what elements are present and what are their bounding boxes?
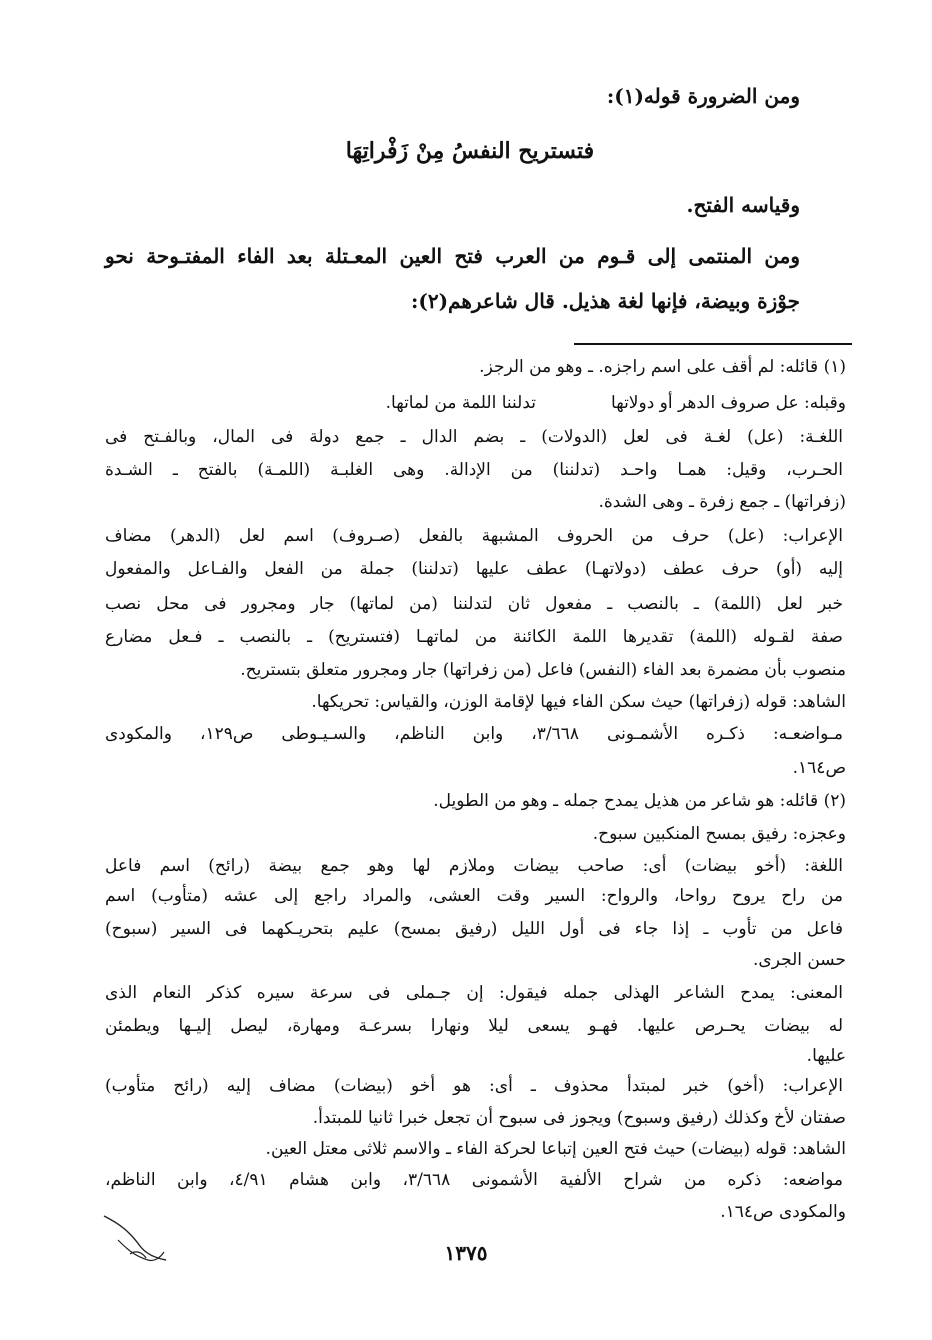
page-number: ١٣٧٥ (444, 1241, 488, 1265)
footnote-line: مـواضعـه: ذكـره الأشمـونى ٣/٦٦٨، وابن الناظم، والسـيـوطى ص١٢٩، والمكودى (105, 724, 843, 744)
footnote-line: إليه (أو) حرف عطف (دولاتهـا) عطف عليها (تدلننا) جملة من الفعل والفـاعل والمفعول (105, 559, 843, 579)
footnote-line: الإعراب: (عل) حرف من الحروف المشبهة بالفعل (صـروف) اسم لعل (الدهر) مضاف (105, 526, 843, 546)
footnote-line: (٢) قائله: هو شاعر من هذيل يمدح جمله ـ وهو من الطويل. (433, 791, 846, 811)
footnote-line: حسن الجرى. (753, 950, 846, 970)
footnote-line: اللغـة: (عل) لغـة فى لعل (الدولات) ـ بضم الدال ـ جمع دولة فى المال، وبالفـتح فى (105, 427, 843, 447)
footnote-line: منصوب بأن مضمرة بعد الفاء (النفس) فاعل (من زفراتها) جار ومجرور متعلق بتستريح. (240, 660, 846, 680)
footnote-line: فاعل من تأوب ـ إذا جاء فى أول الليل (رفيق بمسح) عليم بتحريـكهما فى السير (سبوح) (105, 919, 843, 939)
footnote-line: خبر لعل (اللمة) ـ بالنصب ـ مفعول ثان لتدلننا (من لماتها) جار ومجرور فى محل نصب (105, 594, 843, 614)
verse-line: فتستريح النفسُ مِنْ زَفْراتِهَا (345, 138, 595, 164)
footnote-line: مواضعه: ذكره من شراح الألفية الأشمونى ٣/٦٦٨، وابن هشام ٤/٩١، وابن الناظم، (105, 1170, 843, 1190)
footnote-line: وقبله: عل صروف الدهر أو دولاتها (611, 393, 846, 413)
footnote-line: الإعراب: (أخو) خبر لمبتدأ محذوف ـ أى: هو أخو (بيضات) مضاف إليه (رائح متأوب) (105, 1076, 843, 1096)
footnote-line: صفتان لأخ وكذلك (رفيق وسبوح) ويجوز فى سبوح أن تجعل خبرا ثانيا للمبتدأ. (312, 1108, 846, 1128)
footnote-line: الشاهد: قوله (بيضات) حيث فتح العين إتباعا لحركة الفاء ـ والاسم ثلاثى معتل العين. (265, 1139, 846, 1159)
footnote-line: وعجزه: رفيق بمسح المنكبين سبوح. (592, 824, 846, 844)
footnote-line: الشاهد: قوله (زفراتها) حيث سكن الفاء فيها لإقامة الوزن، والقياس: تحريكها. (311, 692, 846, 712)
footnote-line: تدلننا اللمة من لماتها. (385, 393, 536, 413)
text-line: ومن الضرورة قوله(١): (606, 84, 800, 108)
footnote-divider (574, 343, 852, 345)
footnote-line: صفة لقـوله (اللمة) تقديرها اللمة الكائنة من لماتهـا (فتستريح) ـ بالنصب ـ فـعل مضارع (105, 627, 843, 647)
footnote-line: (زفراتها) ـ جمع زفرة ـ وهى الشدة. (598, 492, 846, 512)
footnote-line: والمكودى ص١٦٤. (720, 1202, 846, 1222)
footnote-line: عليها. (806, 1046, 846, 1066)
text-line: جوْزة وبيضة، فإنها لغة هذيل. قال شاعرهم(٢): (410, 289, 800, 313)
footnote-line: اللغة: (أخو بيضات) أى: صاحب بيضات وملازم لها وهو جمع بيضة (رائح) اسم فاعل (105, 856, 843, 876)
footnote-line: له بيضات يحـرص عليها. فهـو يسعى ليلا ونهارا بسرعـة ومهارة، ليصل إليـها ويطمئن (105, 1016, 843, 1036)
footnote-line: (١) قائله: لم أقف على اسم راجزه. ـ وهو من الرجز. (479, 357, 846, 377)
footnote-line: من راح يروح رواحا، والرواح: السير وقت العشى، والمراد راجع إلى عشه (متأوب) اسم (105, 886, 843, 906)
footnote-line: المعنى: يمدح الشاعر الهذلى جمله فيقول: إن جـملى فى سرعة سيره كذكر النعام الذى (105, 983, 843, 1003)
footnote-line: ص١٦٤. (792, 758, 846, 778)
text-line: وقياسه الفتح. (686, 193, 800, 217)
text-line: ومن المنتمى إلى قـوم من العرب فتح العين المعـتلة بعد الفاء المفتـوحة نحو (105, 244, 800, 268)
footnote-line: الحـرب، وقيل: همـا واحـد (تدلننا) من الإدالة. وهى الغلبـة (اللمـة) بالفتح ـ الشـدة (105, 460, 843, 480)
